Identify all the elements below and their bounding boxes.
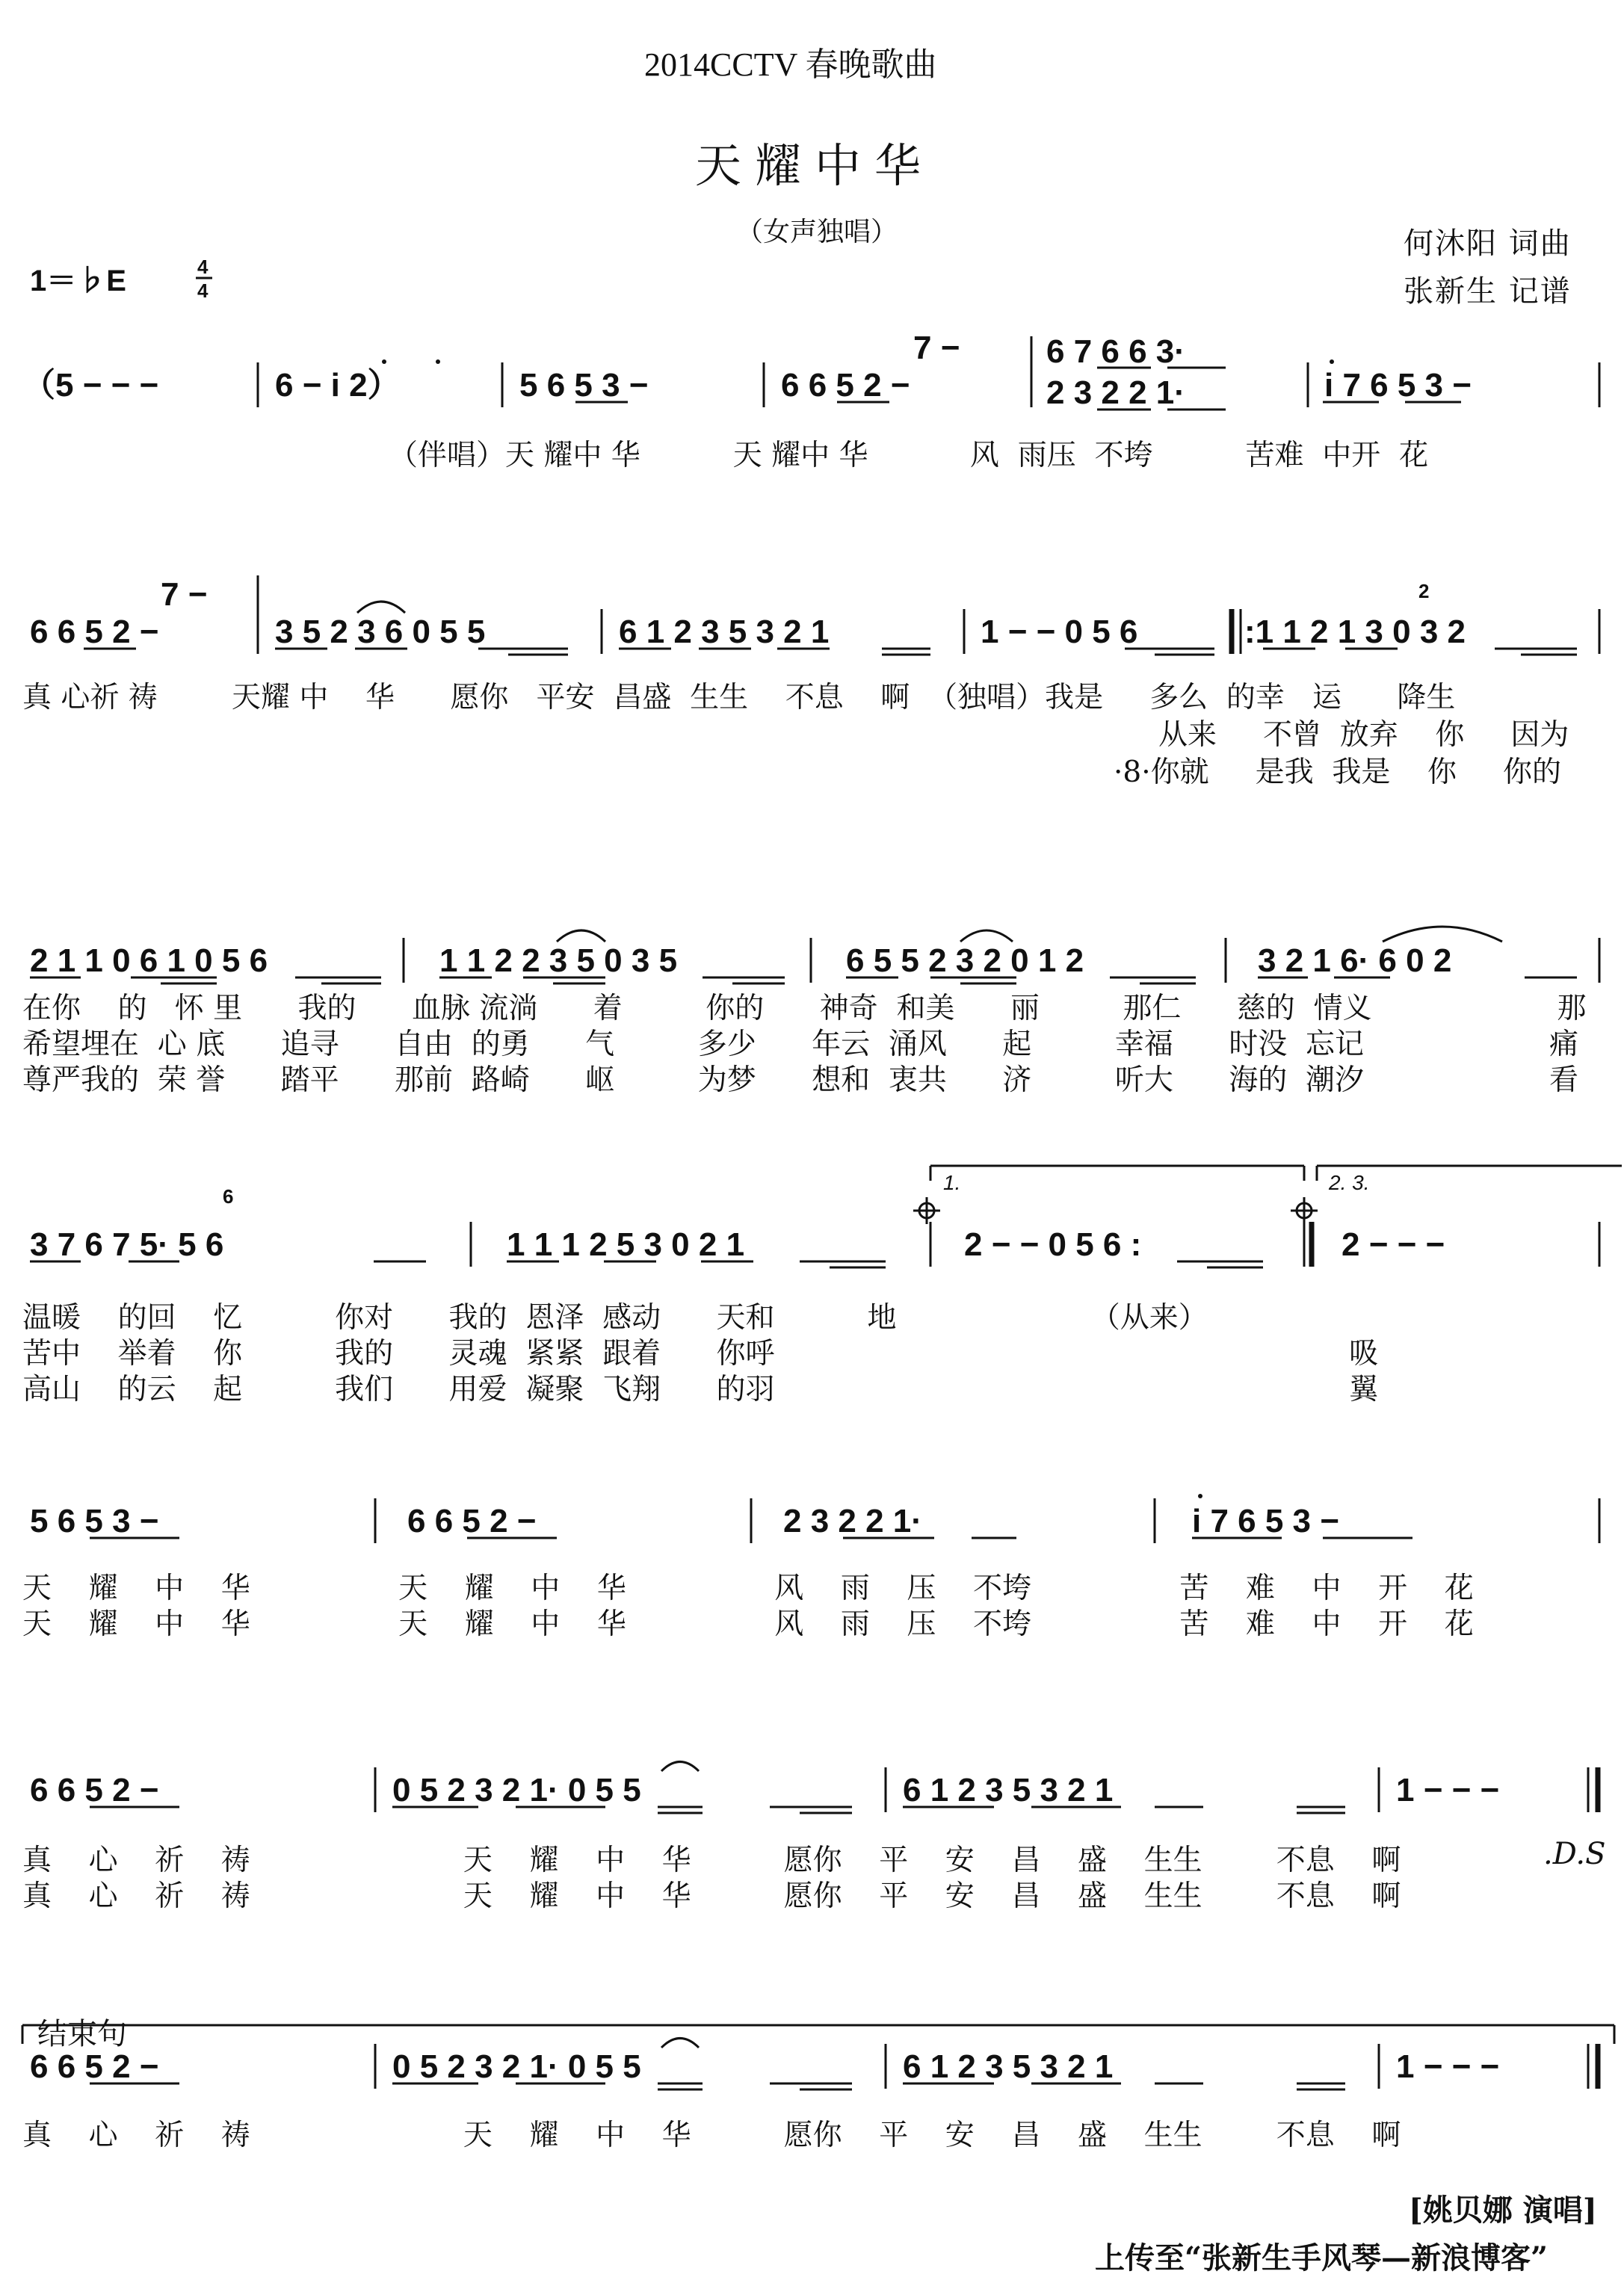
svg-text:6 1 2 3 5 3 2 1: 6 1 2 3 5 3 2 1 (903, 2048, 1114, 2085)
svg-text:3 2 1 6· 6 0 2: 3 2 1 6· 6 0 2 (1258, 942, 1452, 979)
svg-text:2: 2 (1418, 580, 1430, 602)
page-title: 天耀中华 (695, 138, 935, 193)
svg-text:7 −: 7 − (913, 330, 960, 366)
lyric-row-4-line-2: 苦中 举着 你 我的 灵魂 紧紧 跟着 你呼 吸 (22, 1337, 1379, 1371)
svg-text:3 5 2 3 6 0 5 5: 3 5 2 3 6 0 5 5 (275, 614, 486, 650)
svg-text:1 − − −: 1 − − − (1396, 2048, 1500, 2085)
svg-text:2. 3.: 2. 3. (1329, 1171, 1370, 1194)
lyric-row-3-line-3: 尊严我的 荣 誉 踏平 那前 路崎 岖 为梦 想和 衷共 济 听大 海的 潮汐 看 (22, 1063, 1578, 1097)
lyric-row-3-line-1: 在你 的 怀 里 我的 血脉 流淌 着 你的 神奇 和美 丽 那仁 慈的 情义 那 (22, 992, 1587, 1025)
credit-transcriber: 张新生 记谱 (1404, 274, 1572, 309)
lyric-row-4-line-1: 温暖 的回 忆 你对 我的 恩泽 感动 天和 地 （从来） (22, 1301, 1208, 1335)
coda-label: 结束句 (37, 2017, 127, 2051)
svg-text:7 −: 7 − (161, 576, 208, 613)
svg-text:2 − − 0 5 6 :: 2 − − 0 5 6 : (964, 1226, 1142, 1263)
performer-credit: [姚贝娜 演唱] (1409, 2193, 1597, 2228)
svg-text:6 6 5 2 −: 6 6 5 2 − (30, 614, 159, 650)
svg-text:1 1 1 2 5 3 0 2 1: 1 1 1 2 5 3 0 2 1 (507, 1226, 745, 1263)
lyric-row-2-line-1: 真 心祈 祷 天耀 中 华 愿你 平安 昌盛 生生 不息 啊 （独唱）我是 多么 的幸 运 降生 (22, 681, 1456, 714)
svg-text:1 − − 0 5 6: 1 − − 0 5 6 (981, 614, 1138, 650)
svg-text:1.: 1. (943, 1171, 961, 1194)
svg-text:6 5 5 2 3 2 0 1 2: 6 5 5 2 3 2 0 1 2 (846, 942, 1084, 979)
lyric-row-5-line-1: 天 耀 中 华 天 耀 中 华 风 雨 压 不垮 苦 难 中 开 花 (22, 1572, 1474, 1605)
score-row-6 (0, 1749, 1624, 1838)
lyric-row-3-line-2: 希望埋在 心 底 追寻 自由 的勇 气 多少 年云 涌风 起 幸福 时没 忘记 痛 (22, 1028, 1578, 1061)
score-row-7 (0, 2025, 1624, 2115)
time-signature (193, 253, 223, 305)
svg-text:6 1 2 3 5 3 2 1: 6 1 2 3 5 3 2 1 (619, 614, 830, 650)
svg-text:0 5 2 3 2 1· 0 5 5: 0 5 2 3 2 1· 0 5 5 (392, 1772, 641, 1808)
ds-marking: .D.S (1543, 1837, 1606, 1871)
score-row-1 (0, 321, 1624, 433)
lyric-row-6-line-2: 真 心 祈 祷 天 耀 中 华 愿你 平 安 昌 盛 生生 不息 啊 (22, 1879, 1401, 1913)
svg-text:6: 6 (223, 1185, 234, 1208)
event-caption: 2014CCTV 春晚歌曲 (644, 46, 937, 83)
lyric-row-1-line-1: （伴唱）天 耀中 华 天 耀中 华 风 雨压 不垮 苦难 中开 花 (389, 439, 1429, 472)
page-subtitle: （女声独唱） (736, 217, 898, 247)
credit-words-music: 何沐阳 词曲 (1404, 226, 1572, 261)
svg-text:0 5 2 3 2 1· 0 5 5: 0 5 2 3 2 1· 0 5 5 (392, 2048, 641, 2085)
key-signature: 1＝♭E (30, 265, 126, 297)
svg-text:6 − i 2）: 6 − i 2） (275, 367, 401, 404)
svg-text:6 6 5 2 −: 6 6 5 2 − (30, 1772, 159, 1808)
svg-text:1 − − −: 1 − − − (1396, 1772, 1500, 1808)
lyric-row-2-line-2: 从来 不曾 放弃 你 因为 (1158, 718, 1569, 752)
lyric-row-4-line-3: 高山 的云 起 我们 用爱 凝聚 飞翔 的羽 翼 (22, 1373, 1379, 1406)
lyric-row-6-line-1: 真 心 祈 祷 天 耀 中 华 愿你 平 安 昌 盛 生生 不息 啊 (22, 1844, 1401, 1877)
svg-text::1 1 2 1 3 0 3 2: :1 1 2 1 3 0 3 2 (1244, 614, 1466, 650)
svg-text:i 7 6 5 3 −: i 7 6 5 3 − (1324, 367, 1472, 404)
svg-text:5 6 5 3 −: 5 6 5 3 − (519, 367, 649, 404)
svg-text:（5 − − −: （5 − − − (22, 367, 159, 404)
svg-text:1 1 2 2 3 5 0 3 5: 1 1 2 2 3 5 0 3 5 (439, 942, 678, 979)
svg-text:6 6 5 2 −: 6 6 5 2 − (30, 2048, 159, 2085)
svg-text:4: 4 (197, 256, 209, 278)
svg-text:4: 4 (197, 279, 209, 302)
score-row-5 (0, 1480, 1624, 1569)
lyric-row-7-line-1: 真 心 祈 祷 天 耀 中 华 愿你 平 安 昌 盛 生生 不息 啊 (22, 2119, 1401, 2152)
svg-text:2 1 1 0 6 1 0 5 6: 2 1 1 0 6 1 0 5 6 (30, 942, 268, 979)
upload-credit: 上传至“张新生手风琴—新浪博客” (1095, 2240, 1549, 2276)
svg-text:2 3 2 2 1·: 2 3 2 2 1· (1046, 374, 1185, 411)
svg-text:3 7 6 7 5· 5 6: 3 7 6 7 5· 5 6 (30, 1226, 224, 1263)
svg-text:6 1 2 3 5 3 2 1: 6 1 2 3 5 3 2 1 (903, 1772, 1114, 1808)
svg-text:2 3 2 2 1·: 2 3 2 2 1· (783, 1503, 922, 1539)
svg-text:6 6 5 2 −: 6 6 5 2 − (781, 367, 910, 404)
lyric-row-5-line-2: 天 耀 中 华 天 耀 中 华 风 雨 压 不垮 苦 难 中 开 花 (22, 1607, 1474, 1641)
svg-text:5 6 5 3 −: 5 6 5 3 − (30, 1503, 159, 1539)
lyric-row-2-line-3: ·8·你就 是我 我是 你 你的 (1114, 756, 1561, 789)
svg-text:2 − − −: 2 − − − (1342, 1226, 1445, 1263)
score-row-4 (0, 1151, 1624, 1278)
score-row-2 (0, 568, 1624, 680)
svg-text:i 7 6 5 3 −: i 7 6 5 3 − (1192, 1503, 1339, 1539)
svg-text:6 6 5 2 −: 6 6 5 2 − (407, 1503, 537, 1539)
svg-text:6 7 6 6 3·: 6 7 6 6 3· (1046, 333, 1185, 370)
